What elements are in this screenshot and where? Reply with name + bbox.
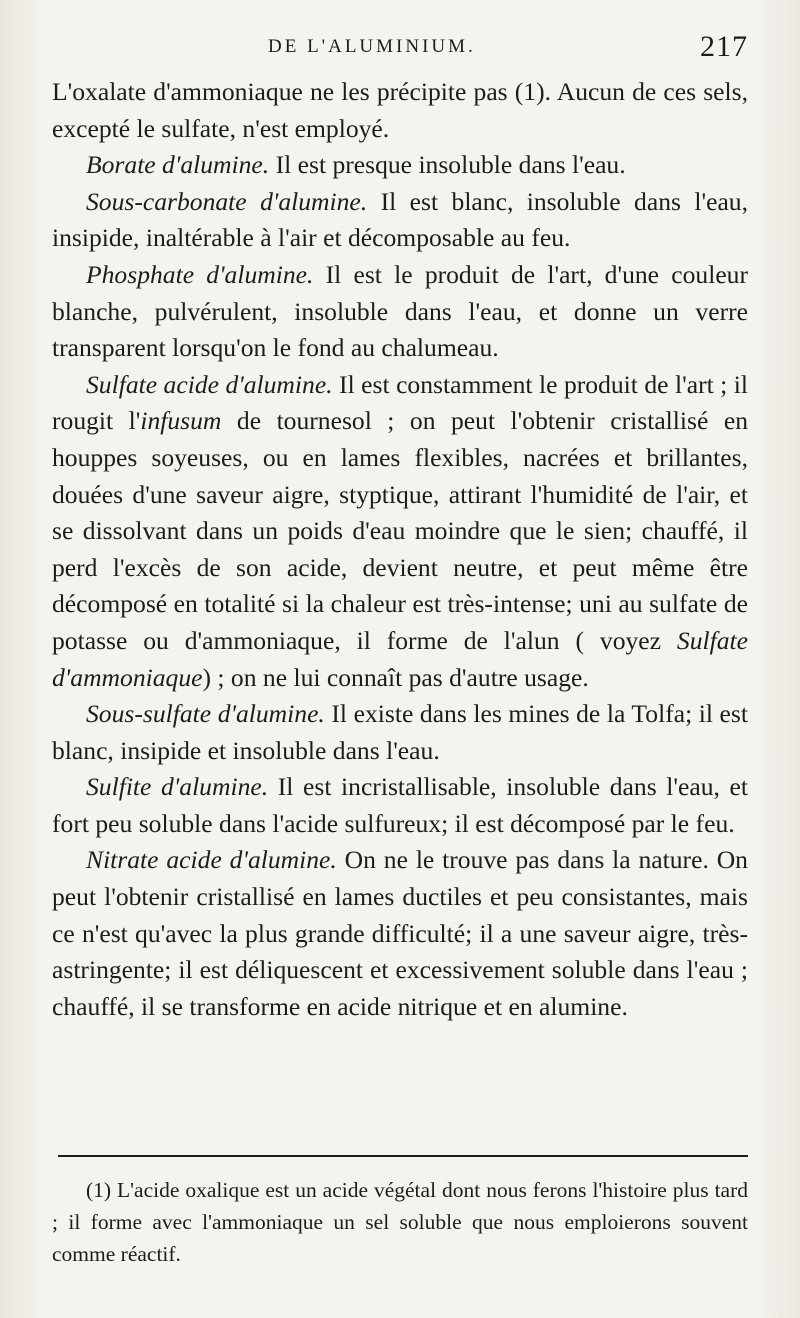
cross-reference: Sulfate d'ammoniaque (52, 625, 748, 692)
paragraph-borate (52, 147, 748, 184)
text-run: Il est blanc, insoluble dans l'eau, insipide, inaltérable à l'air et décomposable au feu. (52, 186, 749, 253)
text-run: On ne le trouve pas dans la nature. On peut l'obtenir cristallisé en lames ductiles et peu consistantes, mais ce n'est qu'avec la plus grande difficulté; il a une saveur aigre, très-astringente; il est déliquescent et excessivement soluble dans l'eau ; chauffé, il se transforme en acide nitrique et en alumine. (52, 845, 748, 1021)
paragraph-nitrate-acide (52, 842, 748, 1025)
section-heading: Borate d'alumine. (86, 150, 270, 180)
section-heading: Sulfate acide d'alumine. (86, 369, 333, 399)
body-text (52, 74, 748, 1025)
paragraph-sulfite (52, 769, 748, 842)
text-run: Il est presque insoluble dans l'eau. (269, 150, 626, 180)
paragraph-sulfate-acide (52, 367, 748, 696)
text-run: Il est constamment le produit de l'art ; il rougit l' (52, 369, 748, 436)
section-heading: Sous-carbonate d'alumine. (86, 186, 368, 216)
italic-term: infusum (140, 406, 222, 436)
text-run: Il existe dans les mines de la Tolfa; il est blanc, insipide et insoluble dans l'eau. (52, 699, 748, 765)
section-heading: Nitrate acide d'alumine. (86, 845, 337, 875)
running-head (0, 28, 800, 68)
section-heading: Sulfite d'alumine. (86, 772, 269, 802)
paragraph-sous-carbonate (52, 184, 748, 257)
section-heading: Sous-sulfate d'alumine. (86, 699, 325, 729)
section-heading: Phosphate d'alumine. (86, 259, 314, 289)
text-run: Il est incristallisable, insoluble dans l'eau, et fort peu soluble dans l'acide sulfureux; il est décomposé par le feu. (52, 772, 748, 838)
footnote-divider (58, 1155, 748, 1157)
paragraph-oxalate (52, 74, 748, 147)
text-run: L'oxalate d'ammoniaque ne les précipite pas (1). Aucun de ces sels, excepté le sulfate, n'est employé. (52, 77, 748, 143)
running-title: DE L'ALUMINIUM. (268, 36, 476, 57)
footnote (52, 1174, 748, 1270)
page-number: 217 (700, 30, 748, 63)
footnote-text: (1) L'acide oxalique est un acide végétal dont nous ferons l'histoire plus tard ; il forme avec l'ammoniaque un sel soluble que nous emploierons souvent comme réactif. (52, 1178, 748, 1266)
paragraph-sous-sulfate (52, 696, 748, 769)
text-run: de tournesol ; on peut l'obtenir cristallisé en houppes soyeuses, ou en lames flexibles, nacrées et brillantes, douées d'une saveur aigre, styptique, attirant l'humidité de l'air, et se dissolvant dans un poids d'eau moindre que le sien; chauffé, il perd l'excès de son acide, devient neutre, et peut même être décomposé en totalité si la chaleur est très-intense; uni au sulfate de potasse ou d'ammoniaque, il forme de l'alun ( voyez (52, 406, 748, 655)
text-run: ) ; on ne lui connaît pas d'autre usage. (202, 662, 589, 692)
text-run: Il est le produit de l'art, d'une couleur blanche, pulvérulent, insoluble dans l'eau, et donne un verre transparent lorsqu'on le fond au chalumeau. (52, 259, 749, 363)
paragraph-phosphate (52, 257, 748, 367)
